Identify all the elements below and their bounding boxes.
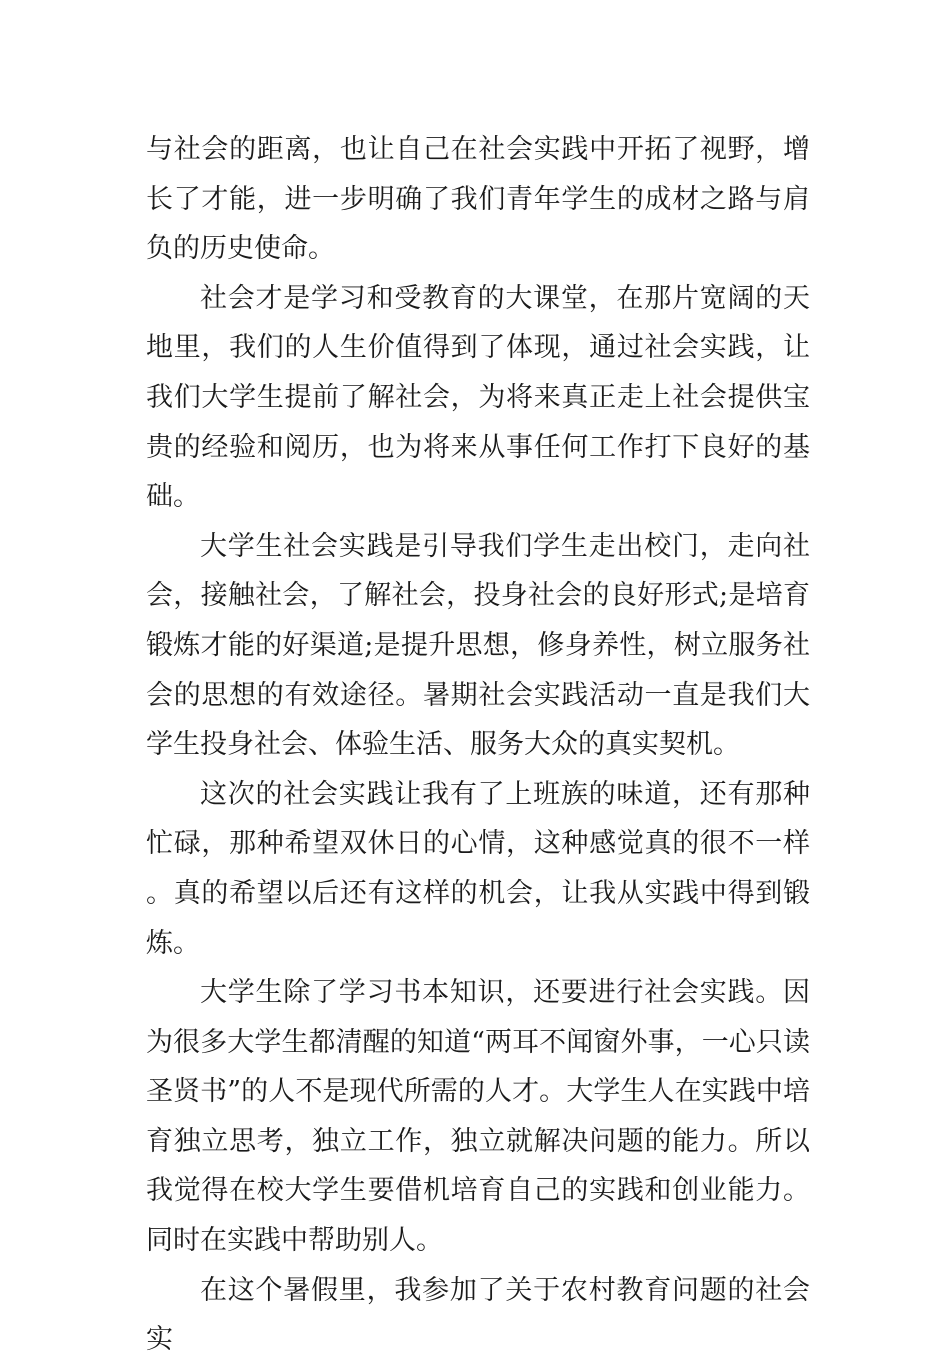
paragraph-1: 与社会的距离，也让自己在社会实践中开拓了视野，增长了才能，进一步明确了我们青年学生的成材之路与肩负的历史使命。: [146, 134, 810, 265]
paragraph-2: 社会才是学习和受教育的大课堂，在那片宽阔的天地里，我们的人生价值得到了体现，通过社会实践，让我们大学生提前了解社会，为将来真正走上社会提供宝贵的经验和阅历，也为将来从事任何工作打下良好的基础。: [146, 282, 810, 513]
document-body: [146, 125, 810, 1365]
paragraph-4: 这次的社会实践让我有了上班族的味道，还有那种忙碌，那种希望双休日的心情，这种感觉真的很不一样。真的希望以后还有这样的机会，让我从实践中得到锻炼。: [146, 778, 810, 959]
paragraph-6: 在这个暑假里，我参加了关于农村教育问题的社会实: [146, 1274, 810, 1356]
paragraph-5: 大学生除了学习书本知识，还要进行社会实践。因为很多大学生都清醒的知道“两耳不闻窗外事，一心只读圣贤书”的人不是现代所需的人才。大学生人在实践中培育独立思考，独立工作，独立就解决问题的能力。所以我觉得在校大学生要借机培育自己的实践和创业能力。同时在实践中帮助别人。: [146, 977, 810, 1257]
paragraph-3: 大学生社会实践是引导我们学生走出校门，走向社会，接触社会，了解社会，投身社会的良好形式;是培育锻炼才能的好渠道;是提升思想，修身养性，树立服务社会的思想的有效途径。暑期社会实践活动一直是我们大学生投身社会、体验生活、服务大众的真实契机。: [146, 530, 810, 761]
